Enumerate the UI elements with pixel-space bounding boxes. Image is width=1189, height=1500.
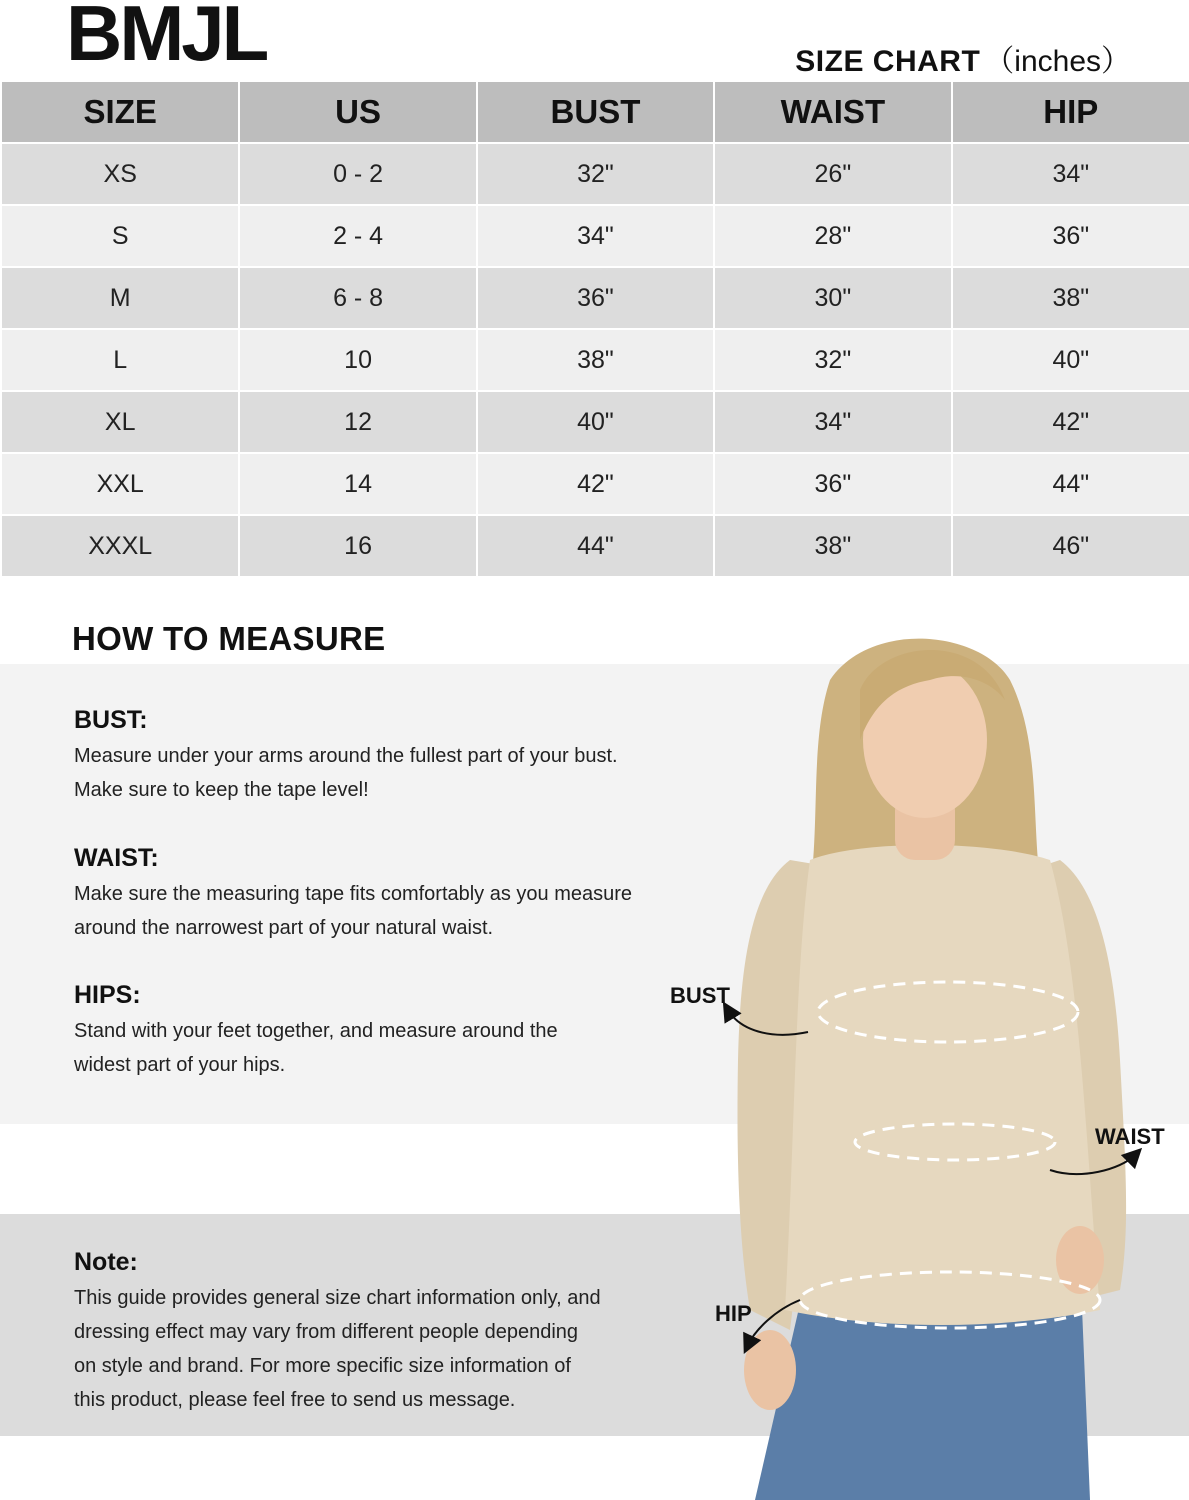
cell-size: L <box>2 329 239 391</box>
header-us: US <box>239 82 476 143</box>
cell-us: 2 - 4 <box>239 205 476 267</box>
hips-instructions <box>74 981 714 1082</box>
blouse-shape <box>785 845 1100 1325</box>
cell-waist: 34" <box>714 391 951 453</box>
cell-us: 0 - 2 <box>239 143 476 205</box>
header-hip: HIP <box>952 82 1189 143</box>
bust-line: Make sure to keep the tape level! <box>74 779 369 801</box>
table-row <box>2 143 1189 205</box>
cell-us: 12 <box>239 391 476 453</box>
header-bust: BUST <box>477 82 714 143</box>
note-line: dressing effect may vary from different people depending <box>74 1321 579 1343</box>
cell-size: M <box>2 267 239 329</box>
cell-hip: 38" <box>952 267 1189 329</box>
note-line: on style and brand. For more specific size information of <box>74 1355 571 1377</box>
right-hand-shape <box>1056 1226 1104 1294</box>
cell-hip: 42" <box>952 391 1189 453</box>
table-row <box>2 453 1189 515</box>
hips-line: Stand with your feet together, and measure around the <box>74 1020 558 1042</box>
cell-bust: 44" <box>477 515 714 577</box>
hip-label: HIP <box>715 1301 752 1326</box>
cell-waist: 32" <box>714 329 951 391</box>
cell-bust: 34" <box>477 205 714 267</box>
cell-waist: 26" <box>714 143 951 205</box>
cell-waist: 30" <box>714 267 951 329</box>
cell-bust: 38" <box>477 329 714 391</box>
cell-waist: 28" <box>714 205 951 267</box>
table-header-row <box>2 82 1189 143</box>
cell-us: 10 <box>239 329 476 391</box>
cell-us: 14 <box>239 453 476 515</box>
size-chart-title-text: SIZE CHART <box>795 45 981 78</box>
note-heading: Note: <box>74 1248 138 1276</box>
cell-bust: 42" <box>477 453 714 515</box>
cell-hip: 34" <box>952 143 1189 205</box>
cell-hip: 36" <box>952 205 1189 267</box>
cell-size: XL <box>2 391 239 453</box>
cell-hip: 46" <box>952 515 1189 577</box>
model-figure <box>660 610 1189 1500</box>
table-row <box>2 515 1189 577</box>
table-row <box>2 205 1189 267</box>
cell-bust: 40" <box>477 391 714 453</box>
cell-us: 16 <box>239 515 476 577</box>
bust-instructions <box>74 706 714 807</box>
cell-size: S <box>2 205 239 267</box>
waist-instructions <box>74 844 714 945</box>
brand-logo: BMJL <box>66 0 267 77</box>
bust-heading: BUST: <box>74 706 148 734</box>
cell-size: XS <box>2 143 239 205</box>
size-chart-title <box>795 36 1131 80</box>
table-row <box>2 267 1189 329</box>
cell-waist: 36" <box>714 453 951 515</box>
waist-label: WAIST <box>1095 1124 1165 1149</box>
waist-heading: WAIST: <box>74 844 159 872</box>
table-row <box>2 329 1189 391</box>
left-hand-shape <box>744 1330 796 1410</box>
hips-line: widest part of your hips. <box>74 1054 286 1076</box>
cell-bust: 32" <box>477 143 714 205</box>
size-chart-unit: （inches） <box>984 45 1131 78</box>
note-block <box>74 1248 674 1417</box>
waist-line: around the narrowest part of your natural waist. <box>74 917 494 939</box>
how-to-measure-title: HOW TO MEASURE <box>72 620 386 657</box>
hips-heading: HIPS: <box>74 981 141 1009</box>
table-row <box>2 391 1189 453</box>
bust-label: BUST <box>670 983 730 1008</box>
header-size: SIZE <box>2 82 239 143</box>
cell-size: XXL <box>2 453 239 515</box>
cell-hip: 40" <box>952 329 1189 391</box>
cell-size: XXXL <box>2 515 239 577</box>
cell-waist: 38" <box>714 515 951 577</box>
size-chart-table <box>2 82 1189 578</box>
cell-bust: 36" <box>477 267 714 329</box>
bust-line: Measure under your arms around the fullest part of your bust. <box>74 745 618 767</box>
note-line: This guide provides general size chart information only, and <box>74 1287 601 1309</box>
waist-line: Make sure the measuring tape fits comfortably as you measure <box>74 883 633 905</box>
note-line: this product, please feel free to send us message. <box>74 1389 516 1411</box>
cell-us: 6 - 8 <box>239 267 476 329</box>
header-waist: WAIST <box>714 82 951 143</box>
cell-hip: 44" <box>952 453 1189 515</box>
